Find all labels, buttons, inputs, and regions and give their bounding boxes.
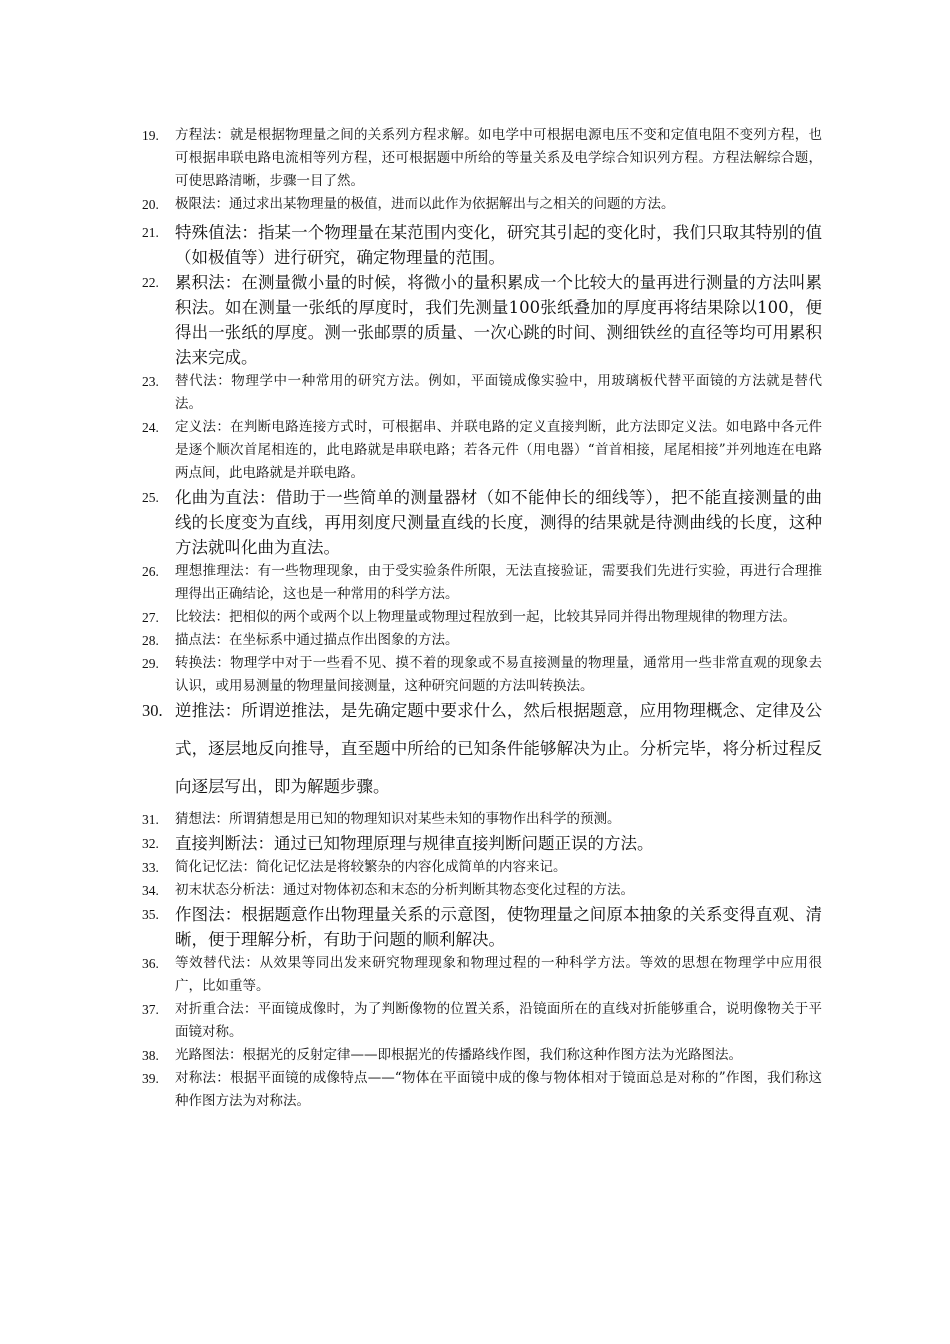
item-number: 22.	[142, 275, 159, 290]
item-text: 逆推法：所谓逆推法，是先确定题中要求什么，然后根据题意，应用物理概念、定律及公式，逐层地反向推导，直至题中所给的已知条件能够解决为止。分析完毕，将分析过程反向逐层写出，即为解题步骤。	[175, 701, 822, 796]
item-number: 38.	[142, 1048, 159, 1063]
list-item	[142, 560, 822, 606]
item-number: 33.	[142, 860, 159, 875]
item-number: 32.	[142, 836, 159, 851]
list-item	[142, 629, 822, 652]
item-text: 直接判断法：通过已知物理原理与规律直接判断问题正误的方法。	[175, 834, 654, 853]
list-item	[142, 1067, 822, 1113]
list-item	[142, 370, 822, 416]
item-text: 转换法：物理学中对于一些看不见、摸不着的现象或不易直接测量的物理量，通常用一些非常直观的现象去认识，或用易测量的物理量间接测量，这种研究问题的方法叫转换法。	[175, 655, 822, 694]
list-item	[142, 692, 822, 806]
list-item	[142, 485, 822, 560]
item-text: 作图法：根据题意作出物理量关系的示意图，使物理量之间原本抽象的关系变得直观、清晰，便于理解分析，有助于问题的顺利解决。	[175, 905, 822, 949]
list-item	[142, 270, 822, 370]
item-number: 34.	[142, 883, 159, 898]
item-number: 21.	[142, 225, 159, 240]
item-number: 26.	[142, 564, 159, 579]
method-list	[142, 124, 822, 1113]
list-item	[142, 124, 822, 193]
list-item	[142, 193, 822, 216]
item-text: 理想推理法：有一些物理现象，由于受实验条件所限，无法直接验证，需要我们先进行实验，再进行合理推理得出正确结论，这也是一种常用的科学方法。	[175, 563, 822, 602]
item-number: 19.	[142, 128, 159, 143]
list-item	[142, 952, 822, 998]
item-number: 30.	[142, 701, 163, 720]
item-number: 25.	[142, 490, 159, 505]
item-text: 简化记忆法：简化记忆法是将较繁杂的内容化成简单的内容来记。	[175, 859, 567, 875]
item-text: 定义法：在判断电路连接方式时，可根据串、并联电路的定义直接判断，此方法即定义法。如电路中各元件是逐个顺次首尾相连的，此电路就是串联电路；若各元件（用电器）“首首相接，尾尾相接”并列地连在电路两点间，此电路就是并联电路。	[175, 419, 822, 481]
item-text: 替代法：物理学中一种常用的研究方法。例如，平面镜成像实验中，用玻璃板代替平面镜的方法就是替代法。	[175, 373, 822, 412]
list-item	[142, 902, 822, 952]
item-text: 比较法：把相似的两个或两个以上物理量或物理过程放到一起，比较其异同并得出物理规律的物理方法。	[175, 609, 796, 625]
item-number: 28.	[142, 633, 159, 648]
list-item	[142, 856, 822, 879]
item-text: 对折重合法：平面镜成像时，为了判断像物的位置关系，沿镜面所在的直线对折能够重合，说明像物关于平面镜对称。	[175, 1001, 822, 1040]
item-text: 方程法：就是根据物理量之间的关系列方程求解。如电学中可根据电源电压不变和定值电阻不变列方程，也可根据串联电路电流相等列方程，还可根据题中所给的等量关系及电学综合知识列方程。方程法解综合题，可使思路清晰，步骤一目了然。	[175, 127, 822, 189]
list-item	[142, 998, 822, 1044]
item-number: 35.	[142, 907, 159, 922]
item-number: 37.	[142, 1002, 159, 1017]
item-number: 23.	[142, 374, 159, 389]
item-text: 猜想法：所谓猜想是用已知的物理知识对某些未知的事物作出科学的预测。	[175, 811, 621, 827]
item-number: 20.	[142, 197, 159, 212]
item-text: 特殊值法：指某一个物理量在某范围内变化，研究其引起的变化时，我们只取其特别的值（如极值等）进行研究，确定物理量的范围。	[175, 223, 822, 267]
item-text: 化曲为直法：借助于一些简单的测量器材（如不能伸长的细线等），把不能直接测量的曲线的长度变为直线，再用刻度尺测量直线的长度，测得的结果就是待测曲线的长度，这种方法就叫化曲为直法。	[175, 488, 822, 557]
list-item	[142, 879, 822, 902]
item-text: 极限法：通过求出某物理量的极值，进而以此作为依据解出与之相关的问题的方法。	[175, 196, 675, 212]
item-text: 对称法：根据平面镜的成像特点——“物体在平面镜中成的像与物体相对于镜面总是对称的”作图，我们称这种作图方法为对称法。	[175, 1070, 822, 1109]
item-number: 39.	[142, 1071, 159, 1086]
item-number: 36.	[142, 956, 159, 971]
item-number: 31.	[142, 812, 159, 827]
list-item	[142, 1044, 822, 1067]
item-number: 27.	[142, 610, 159, 625]
item-number: 29.	[142, 656, 159, 671]
item-number: 24.	[142, 420, 159, 435]
item-text: 累积法：在测量微小量的时候，将微小的量积累成一个比较大的量再进行测量的方法叫累积法。如在测量一张纸的厚度时，我们先测量100张纸叠加的厚度再将结果除以100，便得出一张纸的厚度。测一张邮票的质量、一次心跳的时间、测细铁丝的直径等均可用累积法来完成。	[175, 273, 822, 367]
list-item	[142, 416, 822, 485]
item-text: 初末状态分析法：通过对物体初态和末态的分析判断其物态变化过程的方法。	[175, 882, 634, 898]
item-text: 光路图法：根据光的反射定律——即根据光的传播路线作图，我们称这种作图方法为光路图法。	[175, 1047, 742, 1063]
list-item	[142, 220, 822, 270]
list-item	[142, 808, 822, 831]
list-item	[142, 831, 822, 856]
list-item	[142, 606, 822, 629]
item-text: 等效替代法：从效果等同出发来研究物理现象和物理过程的一种科学方法。等效的思想在物理学中应用很广，比如重等。	[175, 955, 822, 994]
item-text: 描点法：在坐标系中通过描点作出图象的方法。	[175, 632, 459, 648]
